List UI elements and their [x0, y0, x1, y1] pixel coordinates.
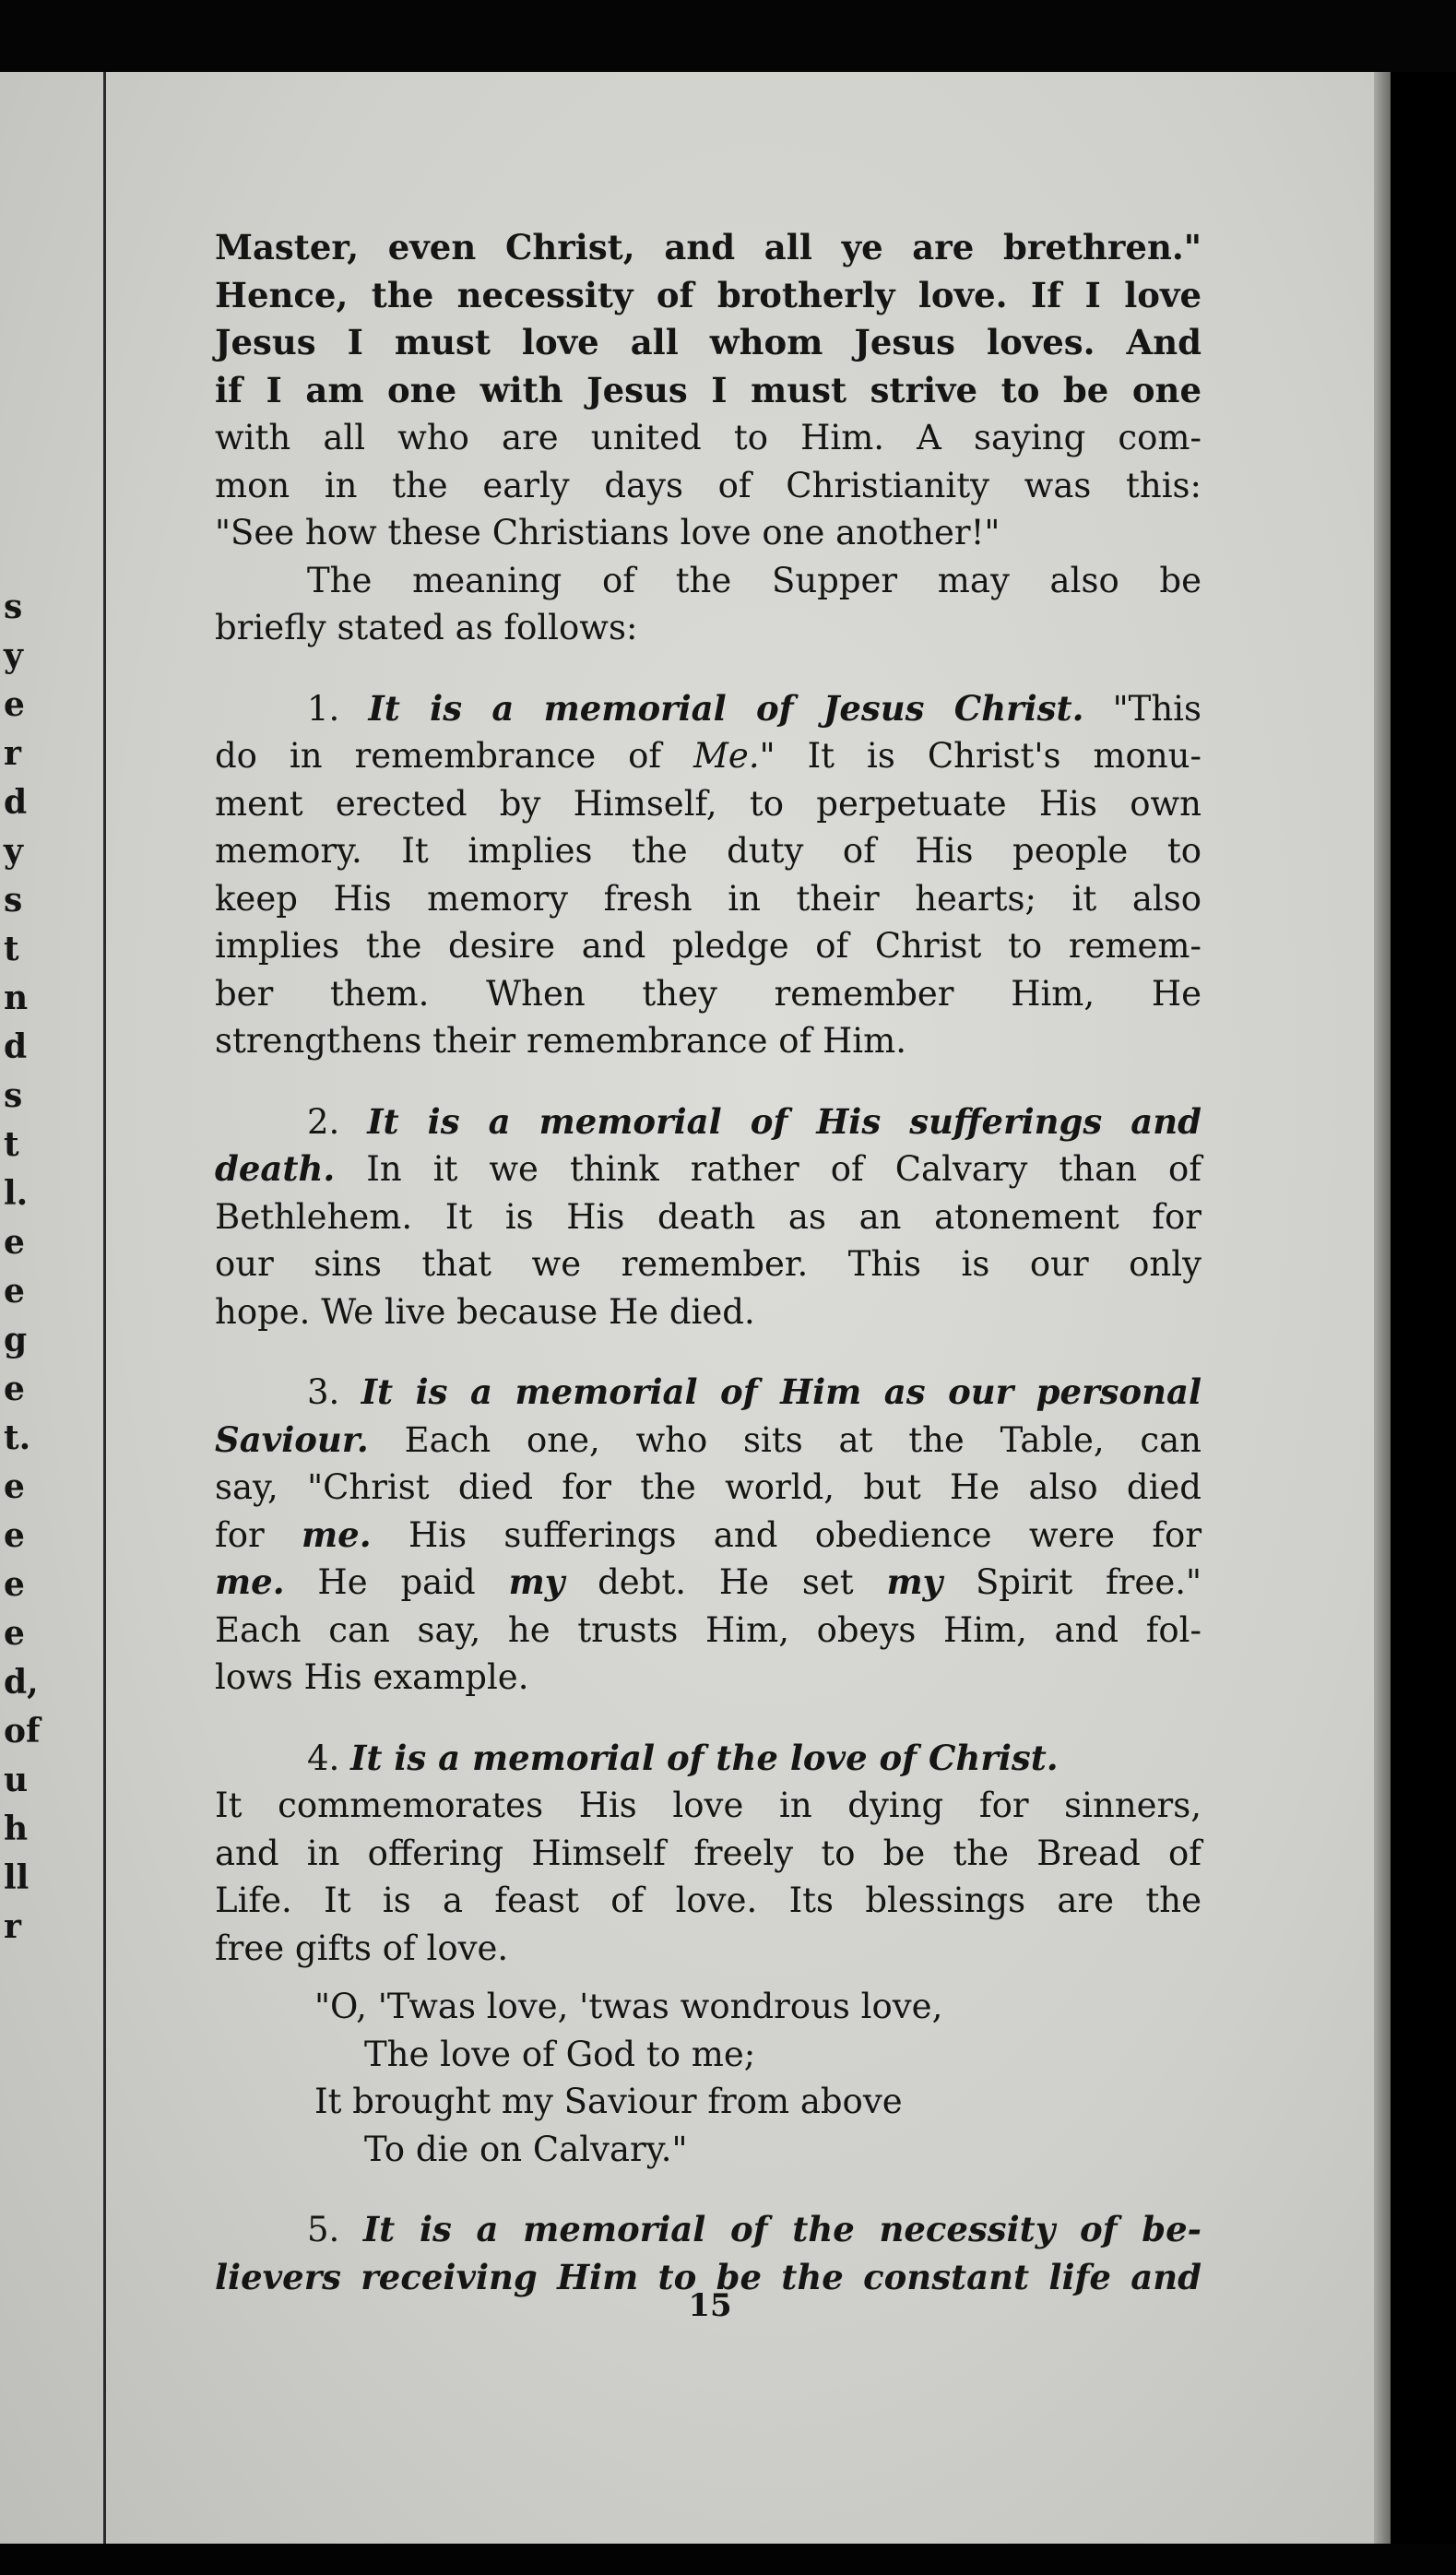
text-line: if I am one with Jesus I must strive to be one	[215, 369, 1201, 410]
margin-letter-fragment: e	[4, 1565, 25, 1604]
emphasis: me.	[302, 1513, 372, 1555]
intro-paragraph	[215, 224, 1201, 414]
text-fragment: He paid	[284, 1562, 509, 1602]
text-line	[215, 2206, 1201, 2254]
margin-letter-fragment: t	[4, 930, 19, 968]
text-line: Bethlehem. It is His death as an atonement for	[215, 1196, 1201, 1237]
item-4-paragraph	[215, 1735, 1201, 1973]
text-line: strengthens their remembrance of Him.	[215, 1021, 906, 1061]
text-fragment: do in remembrance of	[215, 736, 694, 776]
emphasis: my	[886, 1561, 943, 1602]
verse-line: To die on Calvary."	[364, 2129, 688, 2169]
text-line: our sins that we remember. This is our only	[215, 1244, 1201, 1284]
margin-letter-fragment: y	[4, 832, 23, 871]
item-heading: It is a memorial of Jesus Christ.	[368, 687, 1084, 729]
text-line: The meaning of the Supper may also be	[307, 560, 1201, 600]
margin-letter-fragment: h	[4, 1810, 29, 1848]
margin-letter-fragment: t.	[4, 1418, 31, 1457]
verse-line: The love of God to me;	[364, 2034, 756, 2074]
previous-page-margin-fragments	[0, 240, 41, 2269]
verse-line: "O, 'Twas love, 'twas wondrous love,	[314, 1987, 943, 2026]
text-line	[215, 1369, 1201, 1417]
margin-letter-fragment: l.	[4, 1174, 29, 1213]
margin-letter-fragment: e	[4, 1614, 25, 1653]
text-line: lievers receiving Him to be the constant life and	[215, 2256, 1201, 2297]
item-number: 5.	[307, 2210, 340, 2249]
text-line: lows His example.	[215, 1657, 529, 1697]
item-heading: It is a memorial of the necessity of be-	[362, 2209, 1201, 2249]
margin-letter-fragment: s	[4, 1076, 23, 1115]
text-line	[215, 1735, 1201, 1783]
text-fragment: for	[215, 1514, 302, 1555]
hymn-verse	[215, 1983, 1201, 2173]
text-line: Jesus I must love all whom Jesus loves. And	[215, 322, 1201, 362]
text-line: Master, even Christ, and all ye are brethren."	[215, 227, 1201, 267]
text-fragment: It is Christ's monu-	[775, 736, 1201, 776]
text-line: and in offering Himself freely to be the Bread of	[215, 1833, 1201, 1873]
margin-letter-fragment: d	[4, 783, 28, 822]
text-line: implies the desire and pledge of Christ to remem-	[215, 926, 1201, 966]
item-heading: It is a memorial of His sufferings and	[367, 1100, 1202, 1142]
emphasis: Me."	[693, 736, 775, 776]
text-line	[215, 685, 1201, 733]
item-heading: It is a memorial of Him as our personal	[361, 1371, 1202, 1412]
text-line	[215, 1098, 1201, 1146]
item-number: 3.	[307, 1372, 340, 1412]
margin-letter-fragment: of	[4, 1712, 41, 1750]
item-heading: It is a memorial of the love of Christ.	[350, 1737, 1059, 1778]
emphasis: me.	[215, 1561, 285, 1602]
text-line: keep His memory fresh in their hearts; it also	[215, 878, 1201, 919]
text-line: mon in the early days of Christianity was this:	[215, 465, 1201, 505]
verse-line: It brought my Saviour from above	[314, 2082, 903, 2121]
text-line	[215, 1559, 1201, 1607]
item-2-paragraph	[215, 1098, 1201, 1336]
margin-letter-fragment: e	[4, 685, 25, 724]
margin-letter-fragment: n	[4, 979, 29, 1017]
text-line	[215, 1417, 1201, 1465]
text-line	[215, 1512, 1201, 1560]
margin-letter-fragment: r	[4, 734, 21, 773]
margin-letter-fragment: s	[4, 881, 23, 920]
page-number: 15	[688, 2287, 732, 2324]
item-1-paragraph	[215, 685, 1201, 1065]
text-line: ment erected by Himself, to perpetuate His own	[215, 783, 1201, 824]
margin-letter-fragment: d	[4, 1027, 28, 1066]
emphasis: my	[508, 1561, 565, 1602]
binding-gutter-line	[103, 72, 106, 2544]
margin-letter-fragment: r	[4, 1907, 21, 1946]
margin-letter-fragment: u	[4, 1761, 29, 1799]
margin-letter-fragment: e	[4, 1223, 25, 1262]
item-3-paragraph	[215, 1369, 1201, 1702]
item-heading-cont: death.	[215, 1148, 336, 1189]
margin-letter-fragment: s	[4, 587, 23, 626]
text-line: Life. It is a feast of love. Its blessings are the	[215, 1881, 1201, 1920]
text-line: briefly stated as follows:	[215, 608, 638, 647]
text-fragment: Spirit free."	[942, 1562, 1202, 1602]
body-text	[215, 224, 1201, 2301]
text-line: with all who are united to Him. A saying com-	[215, 418, 1201, 457]
margin-letter-fragment: y	[4, 636, 23, 675]
text-line	[215, 732, 1201, 780]
text-fragment: debt. He set	[564, 1562, 887, 1602]
margin-letter-fragment: e	[4, 1467, 25, 1506]
text-line: say, "Christ died for the world, but He also died	[215, 1467, 1201, 1507]
text-fragment: "This	[1112, 688, 1201, 729]
item-number: 4.	[307, 1738, 340, 1778]
margin-letter-fragment: e	[4, 1370, 25, 1408]
text-line: It commemorates His love in dying for sinners,	[215, 1786, 1201, 1825]
scan-top-border	[0, 0, 1456, 72]
page-right-edge-shadow	[1374, 72, 1391, 2544]
text-fragment: In it we think rather of Calvary than of	[335, 1149, 1201, 1189]
text-fragment: Each one, who sits at the Table, can	[368, 1419, 1201, 1460]
item-heading-cont: Saviour.	[215, 1418, 369, 1460]
margin-letter-fragment: ll	[4, 1858, 30, 1897]
margin-letter-fragment: t	[4, 1125, 19, 1164]
text-line: Hence, the necessity of brotherly love. If I love	[215, 274, 1201, 315]
text-line: hope. We live because He died.	[215, 1291, 755, 1332]
margin-letter-fragment: e	[4, 1516, 25, 1555]
margin-letter-fragment: g	[4, 1321, 28, 1359]
text-fragment: His sufferings and obedience were for	[371, 1514, 1202, 1555]
text-line: free gifts of love.	[215, 1928, 509, 1968]
text-line: memory. It implies the duty of His people to	[215, 831, 1201, 871]
scan-bottom-border	[0, 2544, 1456, 2575]
text-line	[215, 1145, 1201, 1193]
margin-letter-fragment: d,	[4, 1663, 39, 1702]
item-number: 1.	[307, 688, 340, 729]
text-line: ber them. When they remember Him, He	[215, 973, 1201, 1014]
item-number: 2.	[307, 1101, 340, 1142]
text-line: "See how these Christians love one another!"	[215, 513, 1000, 552]
margin-letter-fragment: e	[4, 1272, 25, 1311]
text-line: Each can say, he trusts Him, obeys Him, and fol-	[215, 1609, 1201, 1650]
meaning-paragraph	[215, 557, 1201, 652]
intro-paragraph-continued	[215, 414, 1201, 557]
